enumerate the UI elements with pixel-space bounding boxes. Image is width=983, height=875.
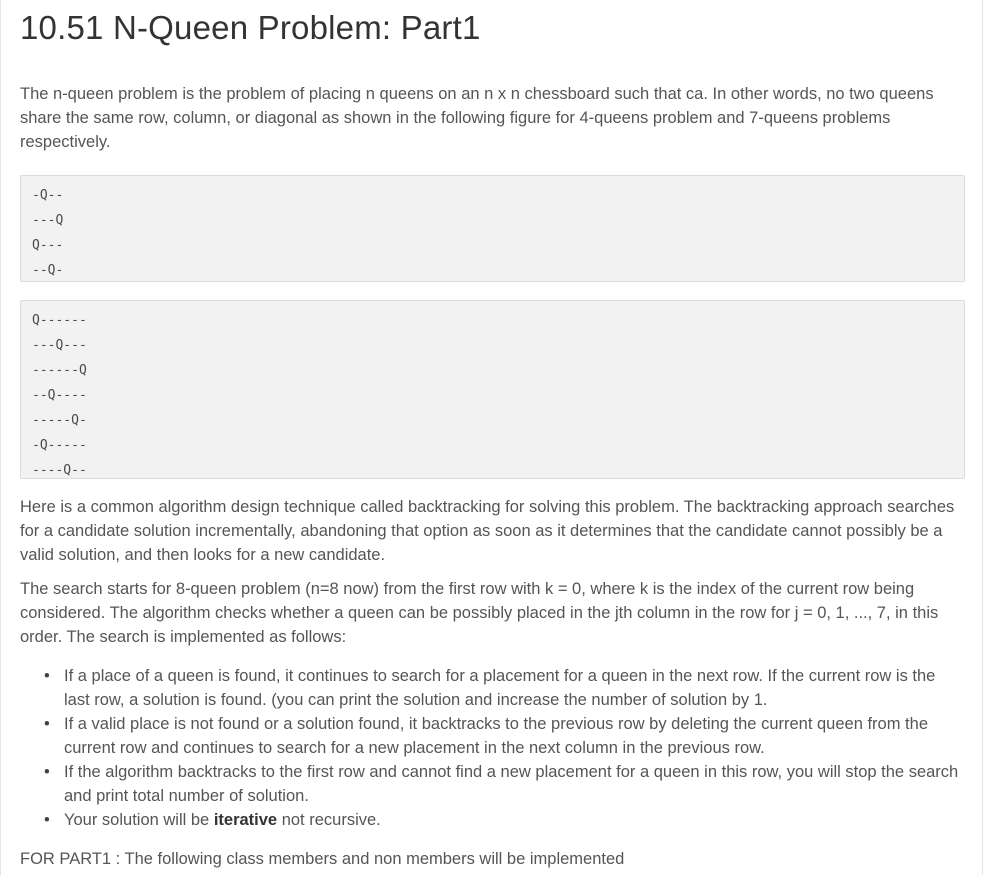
board-7-queens	[20, 300, 965, 479]
board-row: Q---	[32, 238, 64, 253]
bullet-icon: •	[44, 667, 50, 685]
bullet-icon: •	[44, 715, 50, 733]
backtracking-paragraph: Here is a common algorithm design technique called backtracking for solving this problem. The backtracking approach searches for a candidate solution incrementally, abandoning that option as soon as it determines that the candidate cannot possibly be a valid solution, and then looks for a new candidate.	[20, 498, 955, 564]
page-title: 10.51 N-Queen Problem: Part1	[20, 9, 481, 46]
board-row: ---Q---	[32, 338, 87, 353]
list-item	[44, 664, 965, 712]
board-row: ---Q	[32, 213, 64, 228]
list-item-text: If the algorithm backtracks to the first row and cannot find a new placement for a queen in this row, you will stop the search and print total number of solution.	[64, 763, 959, 805]
board-row: Q------	[32, 313, 87, 328]
list-item-text: If a place of a queen is found, it continues to search for a placement for a queen in the next row. If the current row is the last row, a solution is found. (you can print the solution and increase the number of solution by 1.	[64, 667, 936, 709]
list-item	[44, 808, 965, 832]
bullet-icon: •	[44, 763, 50, 781]
board-row: -Q--	[32, 188, 64, 203]
board-row: ----Q--	[32, 463, 87, 478]
bullet-icon: •	[44, 811, 50, 829]
steps-list	[20, 664, 965, 832]
intro-paragraph: The n-queen problem is the problem of placing n queens on an n x n chessboard such that ca. In other words, no two queens share the same row, column, or diagonal as shown in the following figure for 4-queens problem and 7-queens problems respectively.	[20, 85, 934, 151]
part1-heading: FOR PART1 : The following class members and non members will be implemented	[20, 850, 625, 868]
board-row: --Q----	[32, 388, 87, 403]
board-row: -----Q-	[32, 413, 87, 428]
list-item-text: If a valid place is not found or a solution found, it backtracks to the previous row by deleting the current queen from the current row and continues to search for a new placement in the next column in the previous row.	[64, 715, 928, 757]
board-row: ------Q	[32, 363, 87, 378]
board-row: --Q-	[32, 263, 64, 278]
list-item	[44, 760, 965, 808]
list-item-text-after: not recursive.	[277, 811, 381, 829]
board-4-queens	[20, 175, 965, 282]
iterative-emphasis: iterative	[213, 811, 278, 829]
search-paragraph: The search starts for 8-queen problem (n=8 now) from the first row with k = 0, where k is the index of the current row being considered. The algorithm checks whether a queen can be possibly placed in the jth column in the row for j = 0, 1, ..., 7, in this order. The search is implemented as follows:	[20, 580, 939, 646]
board-row: -Q-----	[32, 438, 87, 453]
list-item	[44, 712, 965, 760]
list-item-text-before: Your solution will be	[64, 811, 214, 829]
